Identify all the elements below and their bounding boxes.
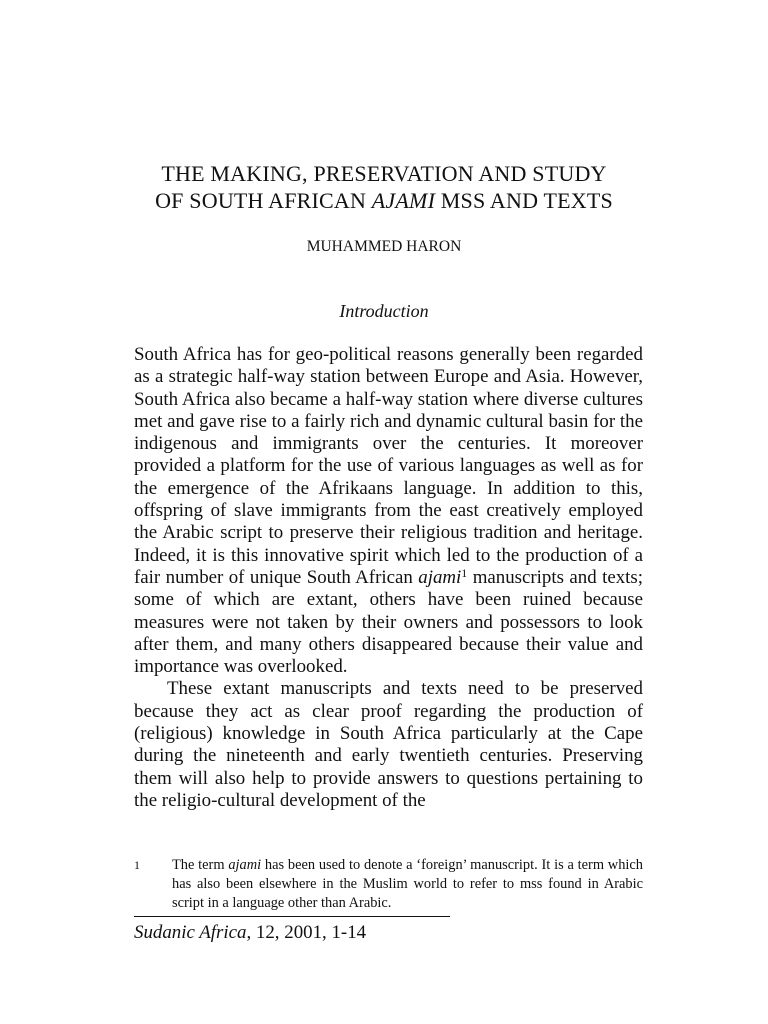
footnote-1: [134, 856, 643, 913]
title-line-2-post: MSS AND TEXTS: [435, 188, 613, 213]
footnote-italic-term: ajami: [228, 857, 262, 873]
footnote-number: 1: [134, 858, 140, 872]
footnote-text: [172, 856, 643, 913]
title-line-2-pre: OF SOUTH AFRICAN: [155, 188, 372, 213]
paragraph-1: [134, 344, 643, 678]
journal-name: Sudanic Africa: [134, 922, 247, 943]
title-line-1: THE MAKING, PRESERVATION AND STUDY: [161, 161, 607, 186]
body-text: [134, 344, 643, 812]
paragraph-1-italic-term: ajami: [418, 566, 462, 588]
paragraph-1-part-2: manuscripts and texts; some of which are extant, others have been ruined because measures were not taken by their owners and possessors to look after them, and many others disappeared because their value and importance was overlooked.: [134, 566, 643, 678]
footnote-text-post: has been used to denote a ‘foreign’ manuscript. It is a term which has also been elsewhere in the Muslim world to refer to mss found in Arabic script in a language other than Arabic.: [172, 857, 643, 911]
footnote-text-pre: The term: [172, 857, 229, 873]
journal-volume-pages: , 12, 2001, 1-14: [246, 922, 367, 943]
paragraph-1-part-1: South Africa has for geo-political reasons generally been regarded as a strategic half-way station between Europe and Asia. However, South Africa also became a half-way station where diverse cultures met and gave rise to a fairly rich and dynamic cultural basin for the indigenous and immigrants over the centuries. It moreover provided a platform for the use of various languages as well as for the emergence of the Afrikaans language. In addition to this, offspring of slave immigrants from the east creatively employed the Arabic script to preserve their religious tradition and heritage. Indeed, it is this innovative spirit which led to the production of a fair number of unique South African: [134, 344, 643, 588]
article-title: [100, 160, 668, 214]
author-name: MUHAMMED HARON: [306, 238, 462, 255]
journal-citation: [134, 921, 366, 945]
title-line-2: [100, 187, 668, 214]
title-line-2-italic: AJAMI: [371, 188, 436, 213]
footnote-marker[interactable]: 1: [461, 565, 468, 580]
section-heading-introduction: Introduction: [339, 301, 429, 321]
footer-rule: [134, 916, 450, 917]
paragraph-2: These extant manuscripts and texts need to be preserved because they act as clear proof regarding the production of (religious) knowledge in South Africa particularly at the Cape during the nineteenth and early twentieth centuries. Preserving them will also help to provide answers to questions pertaining to the religio-cultural development of the: [134, 678, 643, 811]
